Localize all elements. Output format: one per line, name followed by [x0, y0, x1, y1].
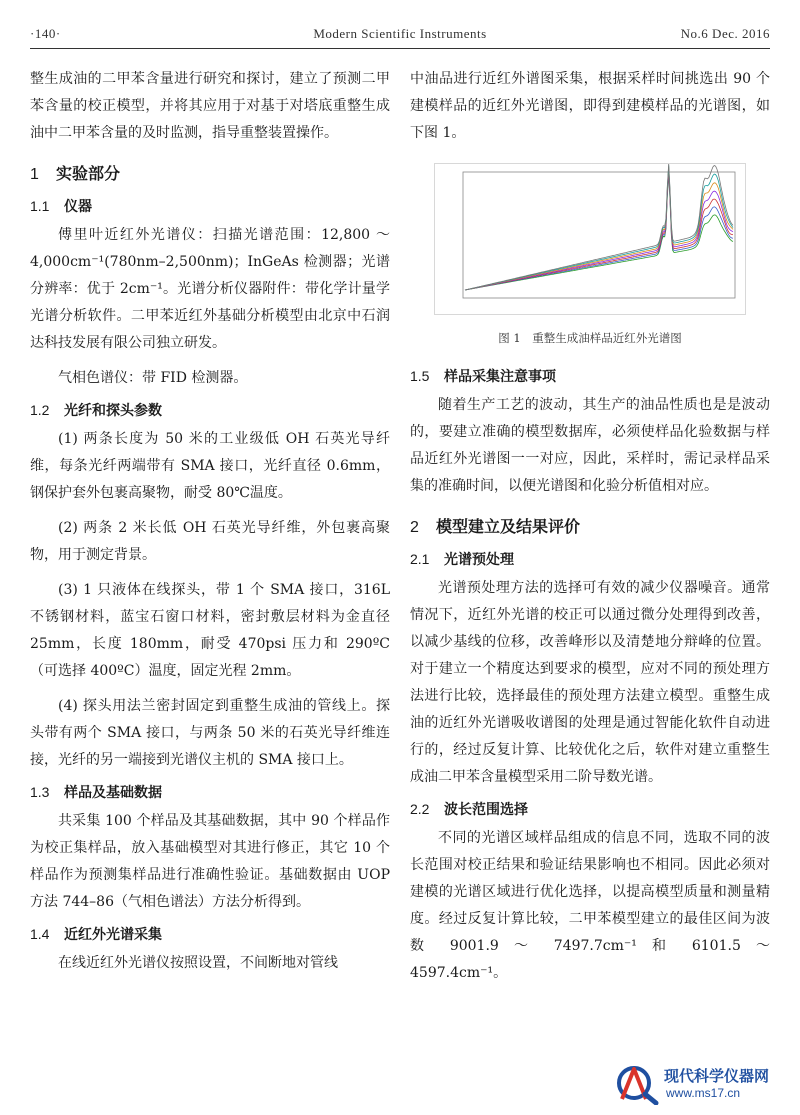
- section-title: 样品及基础数据: [64, 785, 162, 801]
- nir-spectrum-plot: [435, 164, 745, 314]
- section-1-5-heading: [410, 366, 770, 386]
- section-title: 光谱预处理: [444, 552, 514, 568]
- figure-caption: 图 1 重整生成油样品近红外光谱图: [498, 331, 682, 345]
- watermark-name: 现代科学仪器网: [664, 1067, 770, 1085]
- section-number: 2.2: [410, 801, 430, 817]
- left-column: [30, 66, 390, 985]
- section-number: 1.3: [30, 784, 50, 800]
- section-1-1-heading: [30, 196, 390, 216]
- journal-title: Modern Scientific Instruments: [313, 26, 487, 41]
- paragraph: (4) 探头用法兰密封固定到重整生成油的管线上。探头带有两个 SMA 接口，与两条 50 米的石英光导纤维连接，光纤的另一端接到光谱仪主机的 SMA 接口上。: [30, 698, 390, 768]
- paragraph: 气相色谱仪：带 FID 检测器。: [58, 370, 248, 386]
- section-title: 模型建立及结果评价: [436, 517, 581, 536]
- page-number: ·140·: [30, 26, 61, 41]
- section-1-heading: [30, 161, 390, 184]
- paragraph: 不同的光谱区域样品组成的信息不同，选取不同的波长范围对校正结果和验证结果影响也不相同。因此必须对建模的光谱区域进行优化选择，以提高模型质量和测量精度。经过反复计算比较，二甲苯模型建立的最佳区间为波数 9001.9 ～ 7497.7cm⁻¹ 和 6101.5 ～ 4597.4cm⁻¹。: [410, 830, 770, 981]
- instrument-logo-icon: [614, 1063, 660, 1105]
- paragraph: 在线近红外光谱仪按照设置，不间断地对管线: [58, 955, 338, 971]
- section-1-4-heading: [30, 924, 390, 944]
- section-number: 1.4: [30, 926, 50, 942]
- section-title: 光纤和探头参数: [64, 403, 162, 419]
- watermark-url: www.ms17.cn: [666, 1086, 741, 1100]
- section-2-2-heading: [410, 799, 770, 819]
- section-title: 波长范围选择: [444, 802, 528, 818]
- paragraph: 共采集 100 个样品及其基础数据，其中 90 个样品作为校正集样品，放入基础模型对其进行修正，其它 10 个样品作为预测集样品进行准确性验证。基础数据由 UOP 方法 744–86（气相色谱法）方法分析得到。: [30, 813, 390, 910]
- paragraph: (2) 两条 2 米长低 OH 石英光导纤维，外包裹高聚物，用于测定背景。: [30, 520, 390, 563]
- section-2-1-heading: [410, 549, 770, 569]
- issue-date: No.6 Dec. 2016: [680, 26, 770, 41]
- section-number: 2.1: [410, 551, 430, 567]
- paragraph: (1) 两条长度为 50 米的工业级低 OH 石英光导纤维，每条光纤两端带有 SMA 接口，光纤直径 0.6mm，钢保护套外包裹高聚物，耐受 80℃温度。: [30, 431, 390, 501]
- section-1-2-heading: [30, 400, 390, 420]
- section-number: 1.5: [410, 368, 430, 384]
- section-title: 样品采集注意事项: [444, 369, 556, 385]
- section-number: 1.2: [30, 402, 50, 418]
- section-number: 1.1: [30, 198, 50, 214]
- paragraph: 傅里叶近红外光谱仪：扫描光谱范围：12,800 ～ 4,000cm⁻¹(780nm–2,500nm)；InGeAs 检测器；光谱分辨率：优于 2cm⁻¹。光谱分析仪器附件：带化学计量学光谱分析软件。二甲苯近红外基础分析模型由北京中石润达科技发展有限公司独立研发。: [30, 227, 390, 351]
- watermark: [614, 1063, 784, 1105]
- paragraph: 随着生产工艺的波动，其生产的油品性质也是是波动的，要建立准确的模型数据库，必须使样品化验数据与样品近红外光谱图一一对应，因此，采样时，需记录样品采集的准确时间，以便光谱图和化验分析值相对应。: [410, 397, 770, 494]
- paragraph: (3) 1 只液体在线探头，带 1 个 SMA 接口，316L 不锈钢材料，蓝宝石窗口材料，密封敷层材料为金直径 25mm，长度 180mm，耐受 470psi 压力和 290ºC（可选择 400ºC）温度，固定光程 2mm。: [30, 582, 390, 679]
- paragraph: 光谱预处理方法的选择可有效的减少仪器噪音。通常情况下，近红外光谱的校正可以通过微分处理得到改善，以减少基线的位移，改善峰形以及清楚地分辩峰的位置。对于建立一个精度达到要求的模型，应对不同的预处理方法进行比较，选择最佳的预处理方法建立模型。重整生成油的近红外光谱吸收谱图的处理是通过智能化软件自动进行的，经过反复计算、比较优化之后，软件对建立重整生成油二甲苯含量模型采用二阶导数光谱。: [410, 580, 770, 785]
- section-number: 2: [410, 519, 419, 536]
- section-number: 1: [30, 166, 39, 183]
- section-title: 仪器: [64, 199, 92, 215]
- section-2-heading: [410, 514, 770, 537]
- section-title: 实验部分: [56, 164, 121, 183]
- intro-paragraph: 整生成油的二甲苯含量进行研究和探讨，建立了预测二甲苯含量的校正模型，并将其应用于对基于对塔底重整生成油中二甲苯含量的及时监测，指导重整装置操作。: [30, 71, 390, 141]
- section-1-3-heading: [30, 782, 390, 802]
- right-column: [410, 66, 770, 995]
- header-rule: [30, 48, 770, 49]
- figure-1: [434, 163, 746, 315]
- section-title: 近红外光谱采集: [64, 927, 162, 943]
- paragraph: 中油品进行近红外谱图采集，根据采样时间挑选出 90 个建模样品的近红外光谱图，即得到建模样品的光谱图，如下图 1。: [410, 71, 770, 141]
